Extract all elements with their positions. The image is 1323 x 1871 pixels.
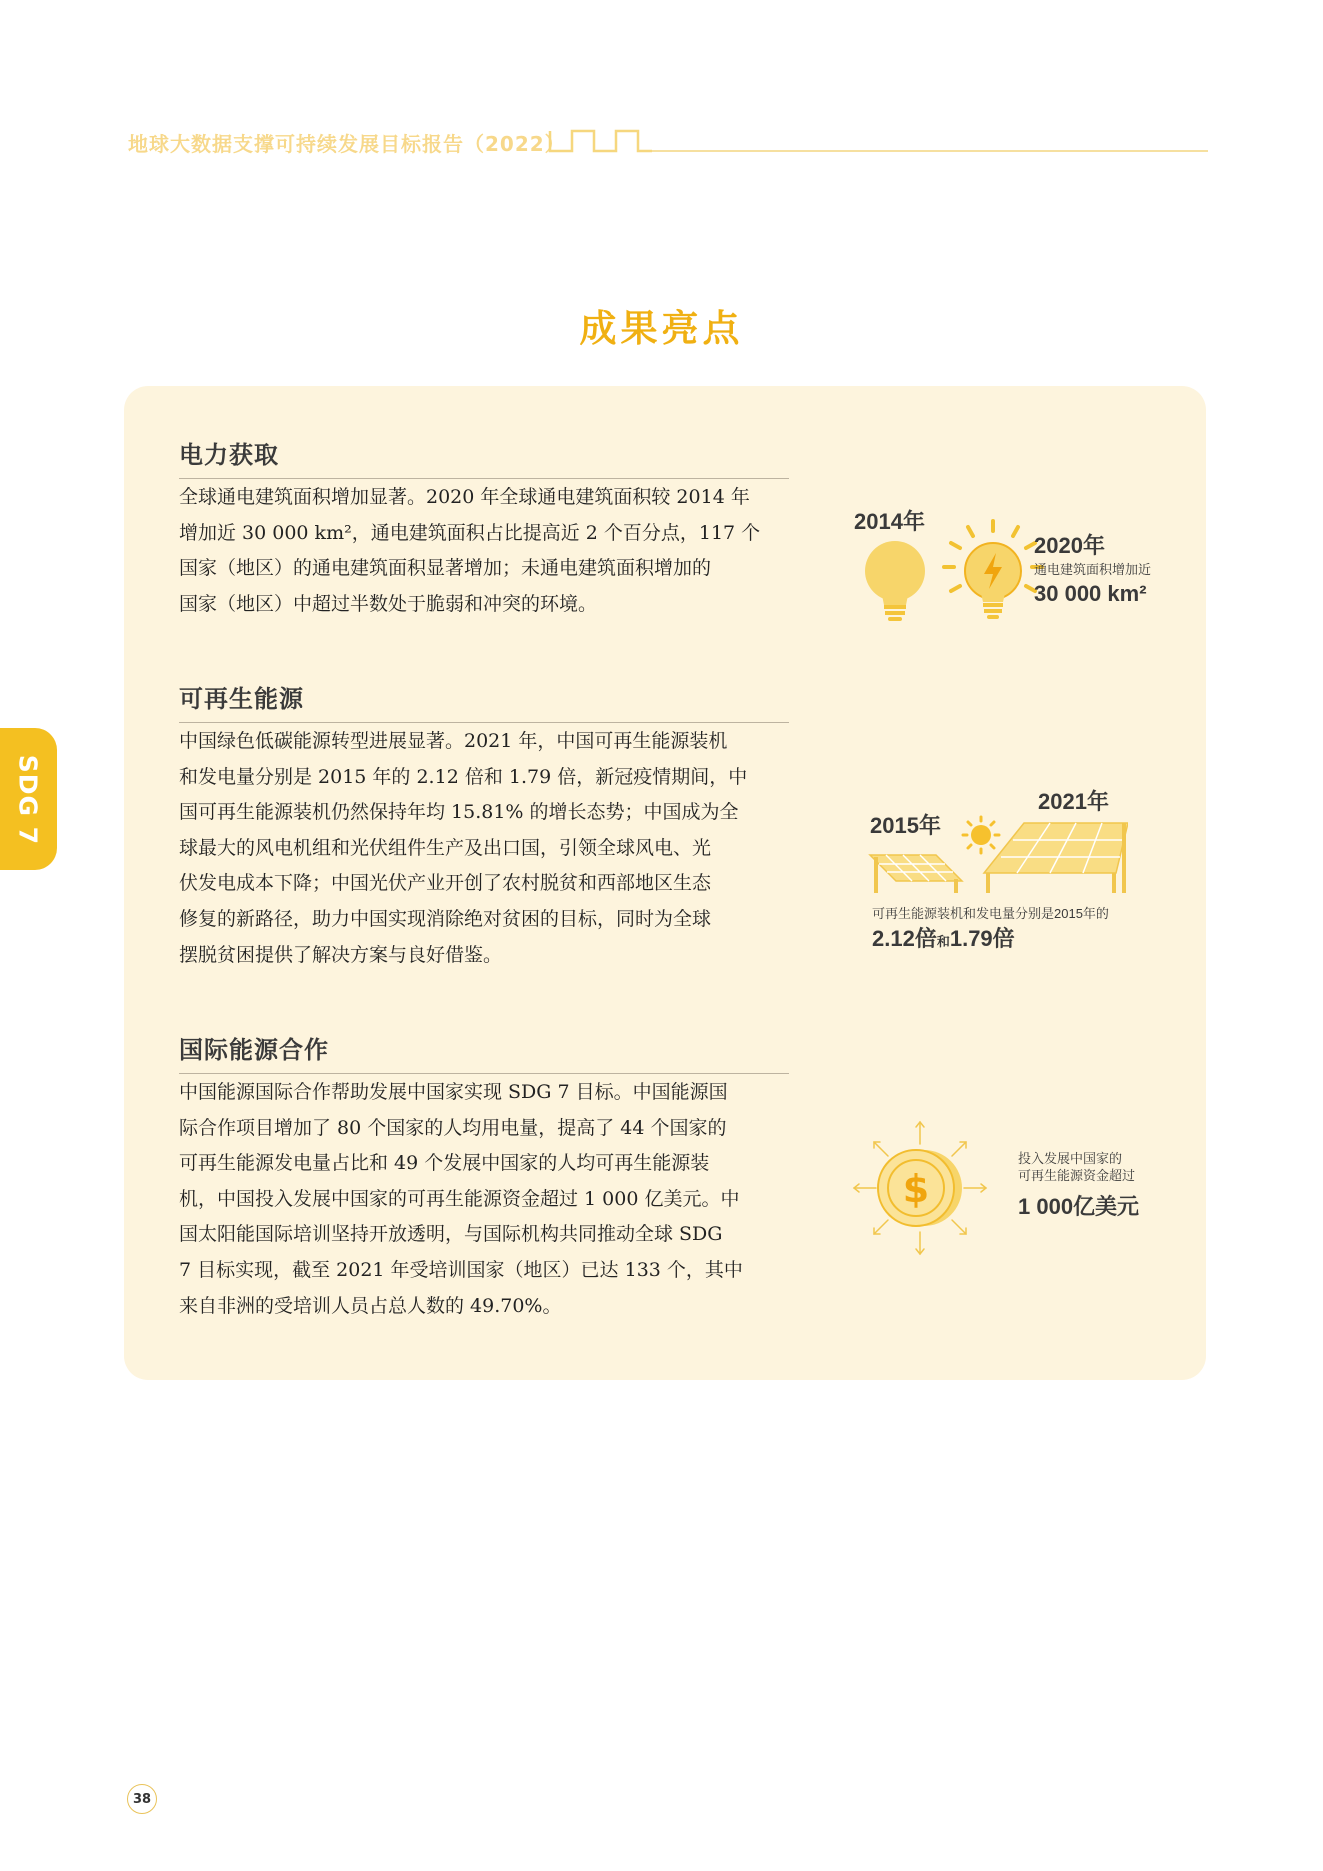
solar-panel-large-icon (984, 823, 1128, 893)
paragraph-line: 国家（地区）中超过半数处于脆弱和冲突的环境。 (179, 592, 598, 615)
paragraph-line: 际合作项目增加了 80 个国家的人均用电量，提高了 44 个国家的 (179, 1116, 727, 1139)
paragraph-line: 修复的新路径，助力中国实现消除绝对贫困的目标，同时为全球 (179, 907, 712, 930)
stat-caption: 可再生能源装机和发电量分别是2015年的 (872, 906, 1109, 921)
stat-value-line (872, 922, 1015, 953)
page-number: 38 (132, 1791, 152, 1807)
paragraph-line: 中国能源国际合作帮助发展中国家实现 SDG 7 目标。中国能源国 (179, 1081, 728, 1103)
section-heading-renewable: 可再生能源 (179, 679, 789, 723)
section-body-cooperation (179, 1075, 791, 1324)
section-body-renewable (179, 724, 791, 973)
stat-year-after: 2021年 (1038, 789, 1109, 814)
running-header: 地球大数据支撑可持续发展目标报告（2022） (128, 132, 566, 156)
header-rule (652, 150, 1208, 152)
stat-value: 30 000 km² (1034, 581, 1147, 606)
paragraph-line: 球最大的风电机组和光伏组件生产及出口国，引领全球风电、光 (179, 836, 712, 859)
stat-value-a: 2.12倍 (872, 926, 937, 951)
paragraph-line: 摆脱贫困提供了解决方案与良好借鉴。 (179, 943, 503, 966)
sun-icon (963, 817, 999, 853)
paragraph-line: 增加近 30 000 km²，通电建筑面积占比提高近 2 个百分点，117 个 (179, 521, 761, 544)
svg-text:$: $ (902, 1167, 930, 1211)
infographic-electricity (850, 505, 1180, 625)
paragraph-line: 机，中国投入发展中国家的可再生能源资金超过 1 000 亿美元。中 (179, 1187, 740, 1210)
paragraph-line: 中国绿色低碳能源转型进展显著。2021 年，中国可再生能源装机 (179, 730, 728, 752)
paragraph-line: 全球通电建筑面积增加显著。2020 年全球通电建筑面积较 2014 年 (179, 486, 750, 508)
sdg-side-tab-label: SDG 7 (13, 754, 43, 846)
paragraph-line: 7 目标实现，截至 2021 年受培训国家（地区）已达 133 个，其中 (179, 1258, 743, 1281)
paragraph-line: 伏发电成本下降；中国光伏产业开创了农村脱贫和西部地区生态 (179, 872, 712, 895)
header-decoration (548, 129, 654, 153)
lightbulb-off-icon (860, 535, 940, 625)
page-title: 成果亮点 (579, 307, 744, 350)
stat-caption-line1: 投入发展中国家的 (1018, 1151, 1123, 1166)
section-heading-electricity: 电力获取 (179, 435, 789, 479)
solar-panel-small-icon (870, 855, 962, 893)
dollar-coin-icon (852, 1118, 988, 1258)
stat-year-after: 2020年 (1034, 533, 1105, 558)
solar-field-illustration (866, 813, 1128, 893)
paragraph-line: 国可再生能源装机仍然保持年均 15.81% 的增长态势；中国成为全 (179, 801, 739, 824)
stat-year-before: 2015年 (870, 813, 941, 838)
section-body-electricity (179, 480, 791, 622)
stat-caption: 通电建筑面积增加近 (1034, 562, 1152, 577)
stat-value: 1 000亿美元 (1018, 1194, 1140, 1219)
paragraph-line: 可再生能源发电量占比和 49 个发展中国家的人均可再生能源装 (179, 1152, 710, 1175)
stat-caption-line2: 可再生能源资金超过 (1018, 1168, 1136, 1183)
paragraph-line: 国太阳能国际培训坚持开放透明，与国际机构共同推动全球 SDG (179, 1223, 723, 1246)
infographic-renewable (866, 785, 1186, 955)
page-number-badge (127, 1784, 157, 1814)
stat-connector: 和 (936, 934, 950, 949)
stat-value-b: 1.79倍 (949, 926, 1015, 951)
infographic-cooperation (852, 1118, 1152, 1258)
paragraph-line: 来自非洲的受培训人员占总人数的 49.70%。 (179, 1294, 562, 1317)
paragraph-line: 国家（地区）的通电建筑面积显著增加；未通电建筑面积增加的 (179, 557, 712, 580)
lightbulb-on-icon (938, 515, 1048, 625)
paragraph-line: 和发电量分别是 2015 年的 2.12 倍和 1.79 倍，新冠疫情期间，中 (179, 765, 748, 788)
stat-year-before: 2014年 (854, 509, 925, 534)
section-heading-cooperation: 国际能源合作 (179, 1030, 789, 1074)
